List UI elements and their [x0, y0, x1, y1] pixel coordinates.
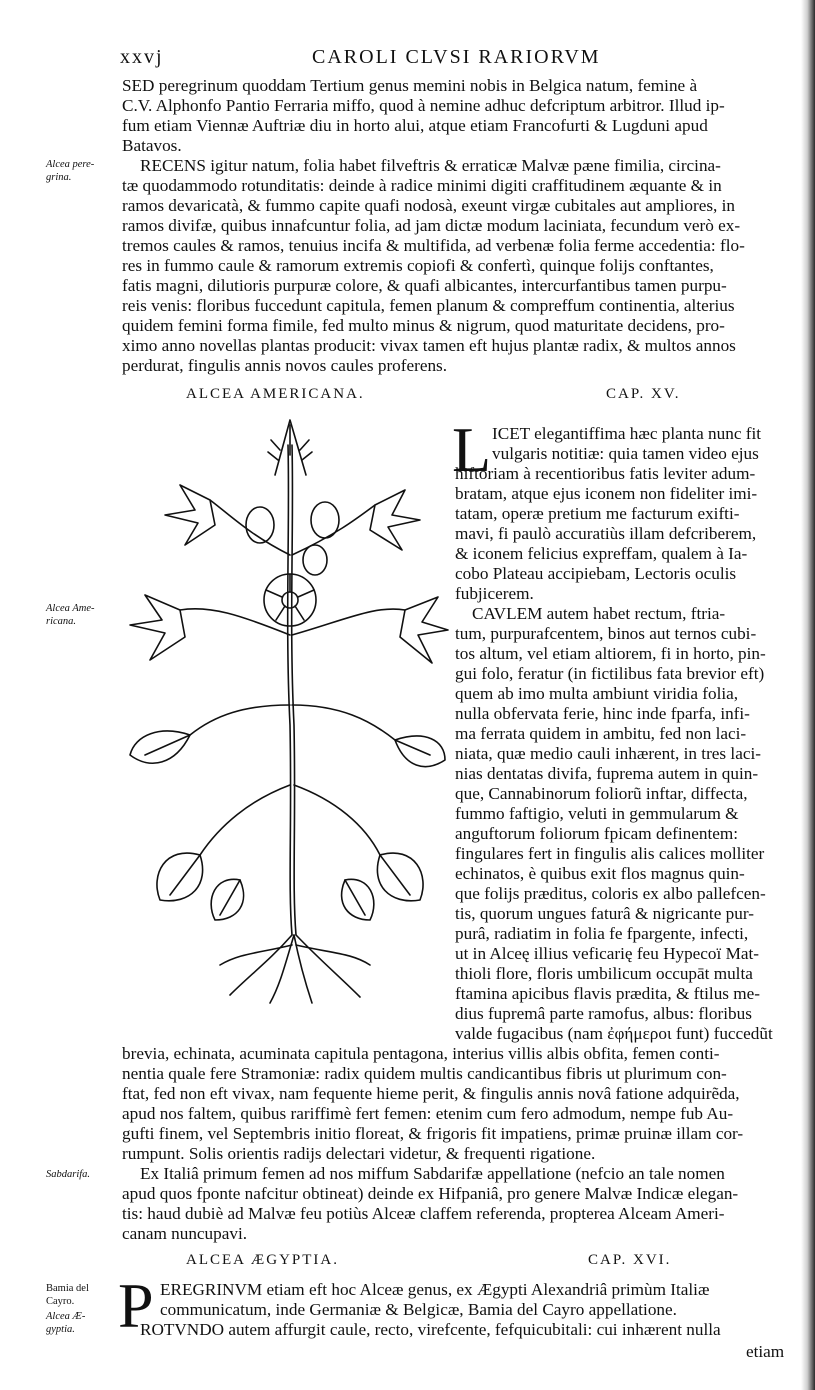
text-line: C.V. Alphonfo Pantio Ferraria miffo, quod à nemine adhuc defcriptum arbitror. Illud ip-: [122, 96, 725, 115]
folio-number: xxvj: [120, 46, 164, 68]
text-line: mavi, fi paulò accuratiùs illam defcriberem,: [455, 524, 757, 543]
text-line: fatis magni, dilutioris purpuræ colore, & quafi albicantes, intercurfantibus tamen purpu-: [122, 276, 727, 295]
text-line: fingulares fert in fingulis alis calices molliter: [455, 844, 765, 863]
text-line: ROTVNDO autem affurgit caule, recto, virefcente, fefquicubitali: cui inhærent nulla: [140, 1320, 721, 1339]
text-line: fum etiam Viennæ Auftriæ diu in horto alui, atque etiam Francofurti & Lugduni apud: [122, 116, 708, 135]
text-line: apud nos faltem, quibus rariffimè fert femen: etenim cum fero admodum, nempe fub Au-: [122, 1104, 734, 1123]
text-line: nulla obfervata ferie, hinc inde fparfa, infi-: [455, 704, 750, 723]
text-line: CAVLEM autem habet rectum, ftria-: [472, 604, 726, 623]
text-line: reis venis: floribus fuccedunt capitula, femen planum & compreffum continentia, alterius: [122, 296, 735, 315]
text-line: tum, purpurafcentem, binos aut ternos cubi-: [455, 624, 757, 643]
drop-capital: P: [118, 1270, 154, 1341]
text-line: dius fupremâ parte ramofus, albus: floribus: [455, 1004, 752, 1023]
margin-note: Alcea Æ-gyptia.: [46, 1311, 86, 1335]
chapter-number: CAP. XVI.: [588, 1252, 672, 1268]
text-line: rumpunt. Solis orientis radijs delectari videtur, & frequenti rigatione.: [122, 1144, 596, 1163]
text-line: SED peregrinum quoddam Tertium genus memini nobis in Belgica natum, femine à: [122, 76, 698, 95]
text-line: fubjicerem.: [455, 584, 534, 603]
section-title: ALCEA AMERICANA.: [186, 386, 365, 402]
text-line: ftat, fed non eft vivax, nam fequente hieme perit, & fingulis annis novâ fatione adquirẽda,: [122, 1084, 740, 1103]
text-line: anguftorum foliorum fpicam definentem:: [455, 824, 739, 843]
text-line: thioli flore, floris umbilicum occupāt multa: [455, 964, 753, 983]
margin-note: Alcea pere-grina.: [46, 159, 95, 183]
text-line: quem ab imo multa ambiunt viridia folia,: [455, 684, 739, 703]
text-line: ICET elegantiffima hæc planta nunc fit: [492, 424, 762, 443]
text-line: purâ, radiatim in folia fe fpargente, infecti,: [455, 924, 749, 943]
text-line: tremos caules & ramos, tenuius incifa & multifida, ad verbenæ folia ferme accedentia: flo-: [122, 236, 745, 255]
text-line: Batavos.: [122, 136, 182, 155]
text-line: vulgaris notitiæ: quia tamen video ejus: [492, 444, 759, 463]
text-line: tæ quodammodo rotunditatis: deinde à radice minimi digiti craffitudinem æquante & in: [122, 176, 722, 195]
text-line: perdurat, fingulis annis novos caules proferens.: [122, 356, 448, 375]
text-line: Ex Italiâ primum femen ad nos miffum Sabdarifæ appellatione (nefcio an tale nomen: [140, 1164, 725, 1183]
text-line: valde fugacibus (nam ἐφήμεροι funt) fuccedũt: [455, 1024, 773, 1043]
text-line: canam nuncupavi.: [122, 1224, 248, 1243]
margin-note: Bamia del Cayro.: [46, 1283, 89, 1307]
text-line: ramos devaricatà, & fummo capite quafi nodosà, exeunt virgæ cubitales aut ampliores, in: [122, 196, 736, 215]
text-line: bratam, atque ejus iconem non fideliter imi-: [455, 484, 758, 503]
page-edge-shadow: [801, 0, 815, 1390]
margin-note: Sabdarifa.: [46, 1169, 91, 1180]
text-line: apud quos fponte nafcitur obtineat) deinde ex Hifpaniâ, pro genere Malvæ Indicæ elegan-: [122, 1184, 739, 1203]
text-line: hiftoriam à recentioribus fatis leviter adum-: [455, 464, 756, 483]
text-line: EREGRINVM etiam eft hoc Alceæ genus, ex Ægypti Alexandriâ primùm Italiæ: [160, 1280, 710, 1299]
text-line: nias dentatas divifa, fuprema autem in quin-: [455, 764, 759, 783]
text-line: brevia, echinata, acuminata capitula pentagona, interius villis albis obfita, femen conti-: [122, 1044, 720, 1063]
text-line: niata, quæ medio cauli inhærent, in tres laci-: [455, 744, 761, 763]
alcea-americana-illustration: [120, 405, 450, 1005]
section-title: ALCEA ÆGYPTIA.: [186, 1252, 340, 1268]
margin-note: Alcea Ame-ricana.: [46, 603, 95, 627]
text-line: tis: haud dubiè ad Malvæ feu potiùs Alceæ claffem referenda, propterea Alceam Ameri-: [122, 1204, 725, 1223]
text-line: que, Cannabinorum foliorũ inftar, diffecta,: [455, 784, 748, 803]
text-line: echinatos, è quibus exit flos magnus quin-: [455, 864, 745, 883]
text-line: fummo faftigio, veluti in gemmularum &: [455, 804, 739, 823]
text-line: RECENS igitur natum, folia habet filveftris & erraticæ Malvæ pæne fimilia, circina-: [140, 156, 721, 175]
text-line: cobo Plateau accipiebam, Lectoris oculis: [455, 564, 737, 583]
text-line: tatam, operæ pretium me facturum exifti-: [455, 504, 740, 523]
text-line: tos altum, vel etiam altiorem, fi in horto, pin-: [455, 644, 766, 663]
running-title: CAROLI CLVSI RARIORVM: [312, 46, 601, 68]
drop-capital: L: [452, 414, 492, 485]
text-line: quidem femini forma fimile, fed multo minus & nigrum, quod maturitate decidens, pro-: [122, 316, 725, 335]
text-line: ma ferrata quidem in ambitu, fed non laci-: [455, 724, 747, 743]
text-line: communicatum, inde Germaniæ & Belgicæ, Bamia del Cayro appellatione.: [160, 1300, 677, 1319]
text-line: ut in Alceę illius veficarię feu Hypecoï Mat-: [455, 944, 760, 963]
text-line: & iconem felicius expreffam, qualem à Ia-: [455, 544, 748, 563]
text-line: gui folo, feratur (in fictilibus fata brevior eft): [455, 664, 765, 683]
text-line: que folijs præditus, coloris ex albo pallefcen-: [455, 884, 766, 903]
text-line: ftamina apicibus flavis prædita, & ftilus me-: [455, 984, 761, 1003]
text-line: res in fummo caule & ramorum extremis copiofi & confertì, quinque folijs conftantes,: [122, 256, 714, 275]
text-line: ximo anno novellas plantas producit: vivax tamen eft hujus plantæ radix, & multos annos: [122, 336, 736, 355]
text-line: ramos divifæ, quibus innafcuntur folia, ad jam dictæ modum laciniata, fecundum verò ex-: [122, 216, 741, 235]
chapter-number: CAP. XV.: [606, 386, 681, 402]
text-line: nentia quale fere Stramoniæ: radix quidem multis candicantibus fibris ut plurimum con-: [122, 1064, 727, 1083]
catchword: etiam: [746, 1342, 785, 1361]
text-line: tis, quorum ungues faturâ & nigricante pur-: [455, 904, 754, 923]
text-line: gufti finem, vel Septembris initio floreat, & frigoris fit impatiens, primæ pruinæ illam cor-: [122, 1124, 744, 1143]
